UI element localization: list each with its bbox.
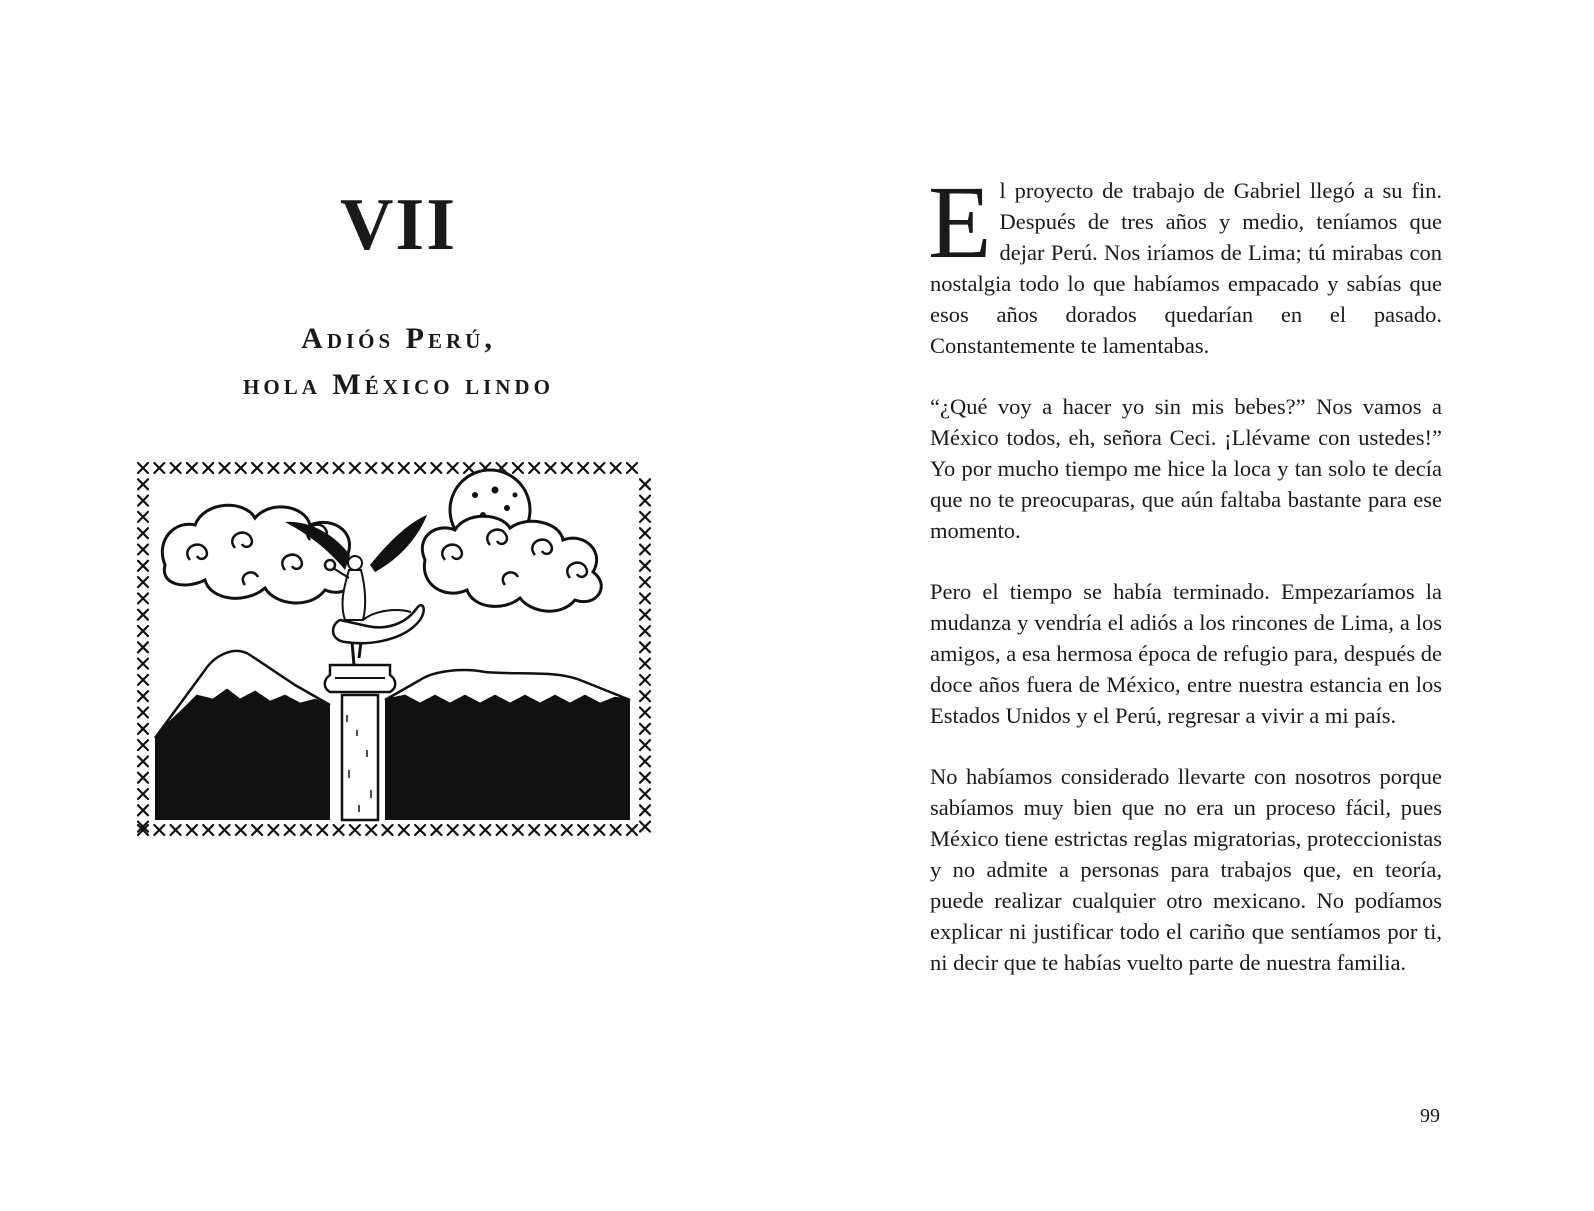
paragraph-2: “¿Qué voy a hacer yo sin mis bebes?” Nos vamos a México todos, eh, señora Ceci. ¡Llévame con ustedes!” Yo por mucho tiempo me hice la loca y tan solo te decía que no te preocuparas, que aún faltaba bastante para ese momento.	[930, 394, 1442, 543]
chapter-title-line1: Adiós Perú,	[301, 322, 496, 355]
chapter-title-line2: hola México lindo	[243, 368, 554, 401]
angel-column-volcanoes-illustration	[135, 460, 653, 838]
paragraph-4: No habíamos considerado llevarte con nosotros porque sabíamos muy bien que no era un proceso fácil, pues México tiene estrictas reglas migratorias, proteccionistas y no admite a personas para trabajos que, en teoría, puede realizar cualquier otro mexicano. No podíamos explicar ni justificar todo el cariño que sentíamos por ti, ni decir que te habías vuelto parte de nuestra familia.	[930, 764, 1442, 975]
paragraph-1	[928, 165, 1442, 361]
paragraph-3: Pero el tiempo se había terminado. Empezaríamos la mudanza y vendría el adiós a los rincones de Lima, a los amigos, a esa hermosa época de refugio para, después de doce años fuera de México, entre nuestra estancia en los Estados Unidos y el Perú, regresar a vivir a mi país.	[930, 579, 1442, 728]
chapter-title	[0, 316, 797, 408]
paragraph-1-text: l proyecto de trabajo de Gabriel llegó a su fin. Después de tres años y medio, teníamos que dejar Perú. Nos iríamos de Lima; tú mirabas con nostalgia todo lo que habíamos empacado y sabías que esos años dorados quedarían en el pasado. Constantemente te lamentabas.	[930, 178, 1442, 358]
drop-cap: E	[928, 165, 992, 280]
page-number: 99	[1420, 1105, 1440, 1127]
chapter-number: VII	[339, 184, 458, 266]
body-text	[928, 165, 1442, 1008]
right-page	[797, 0, 1594, 1211]
